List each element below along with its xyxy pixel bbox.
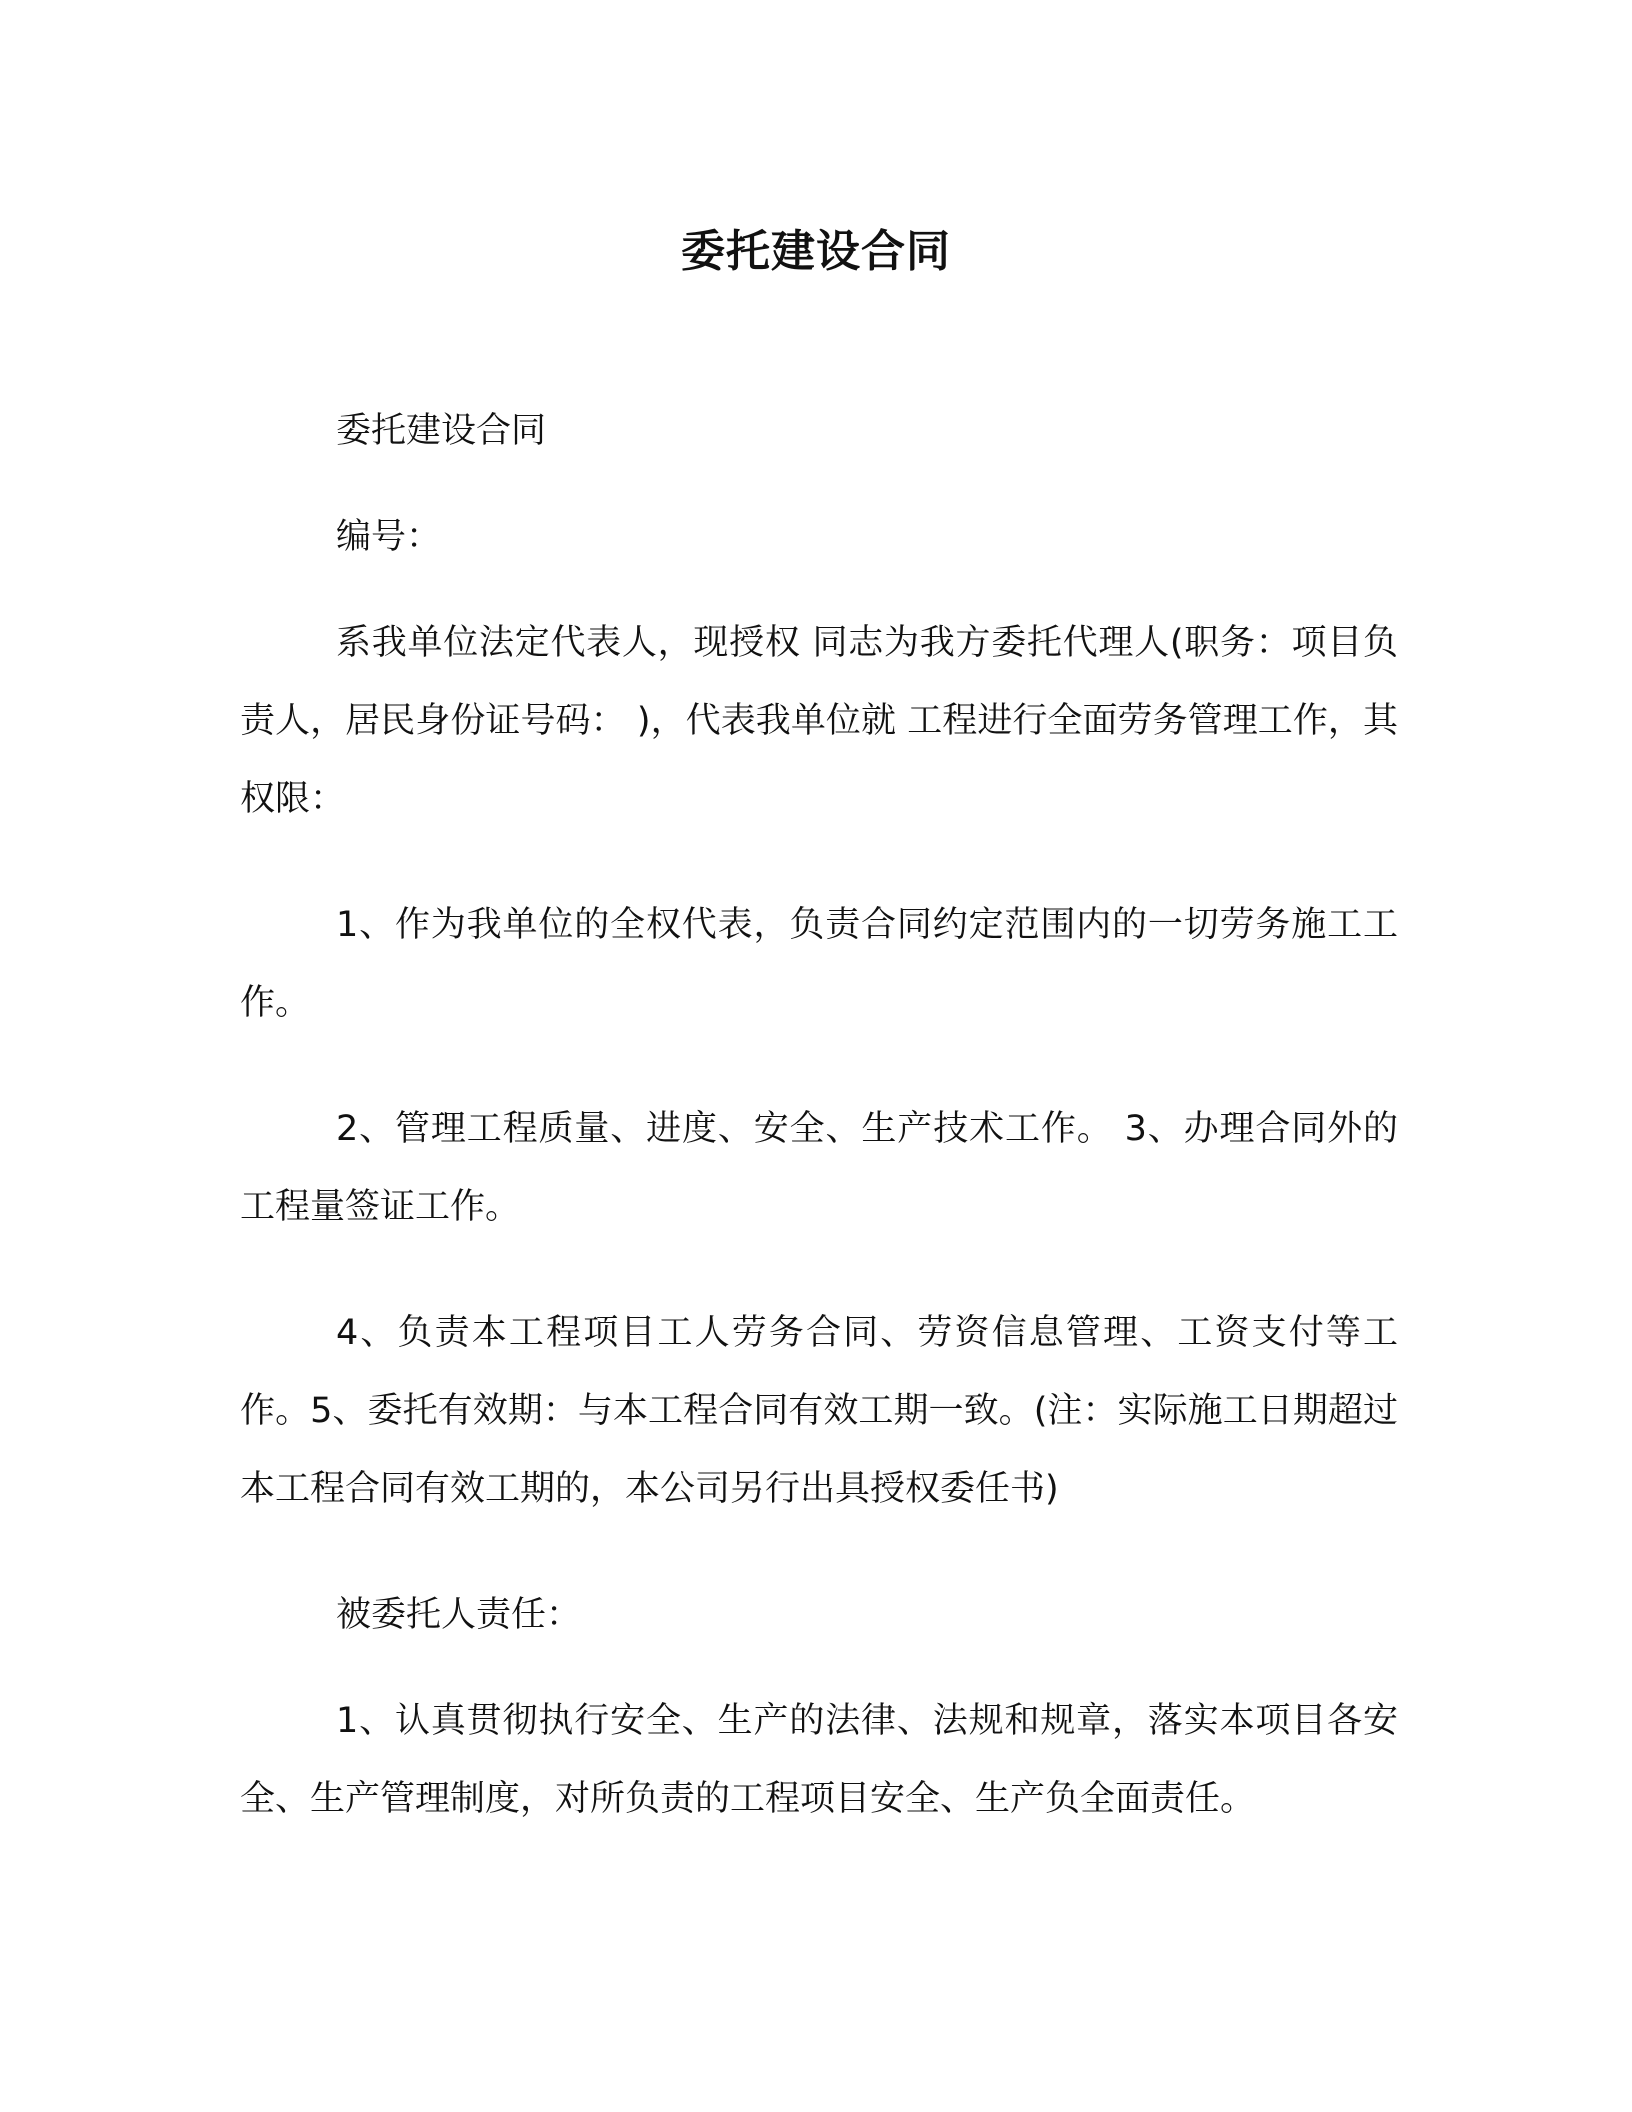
paragraph-item-1: 1、作为我单位的全权代表，负责合同约定范围内的一切劳务施工工作。 <box>240 905 1398 1023</box>
paragraph-contract-name: 委托建设合同 <box>336 411 547 451</box>
document-title: 委托建设合同 <box>681 226 951 277</box>
paragraph-responsibility-heading: 被委托人责任： <box>336 1595 582 1635</box>
paragraph-responsibility-1: 1、认真贯彻执行安全、生产的法律、法规和规章，落实本项目各安全、生产管理制度，对所负责的工程项目安全、生产负全面责任。 <box>240 1701 1398 1819</box>
paragraph-number: 编号： <box>336 517 442 557</box>
paragraph-item-4-5: 4、负责本工程项目工人劳务合同、劳资信息管理、工资支付等工作。5、委托有效期：与本工程合同有效工期一致。(注：实际施工日期超过本工程合同有效工期的，本公司另行出具授权委任书) <box>240 1313 1398 1509</box>
paragraph-item-2-3: 2、管理工程质量、进度、安全、生产技术工作。 3、办理合同外的工程量签证工作。 <box>240 1109 1398 1227</box>
paragraph-authorization: 系我单位法定代表人，现授权 同志为我方委托代理人(职务：项目负责人，居民身份证号码： )，代表我单位就 工程进行全面劳务管理工作，其权限： <box>240 623 1398 819</box>
document-body <box>240 392 1398 1886</box>
